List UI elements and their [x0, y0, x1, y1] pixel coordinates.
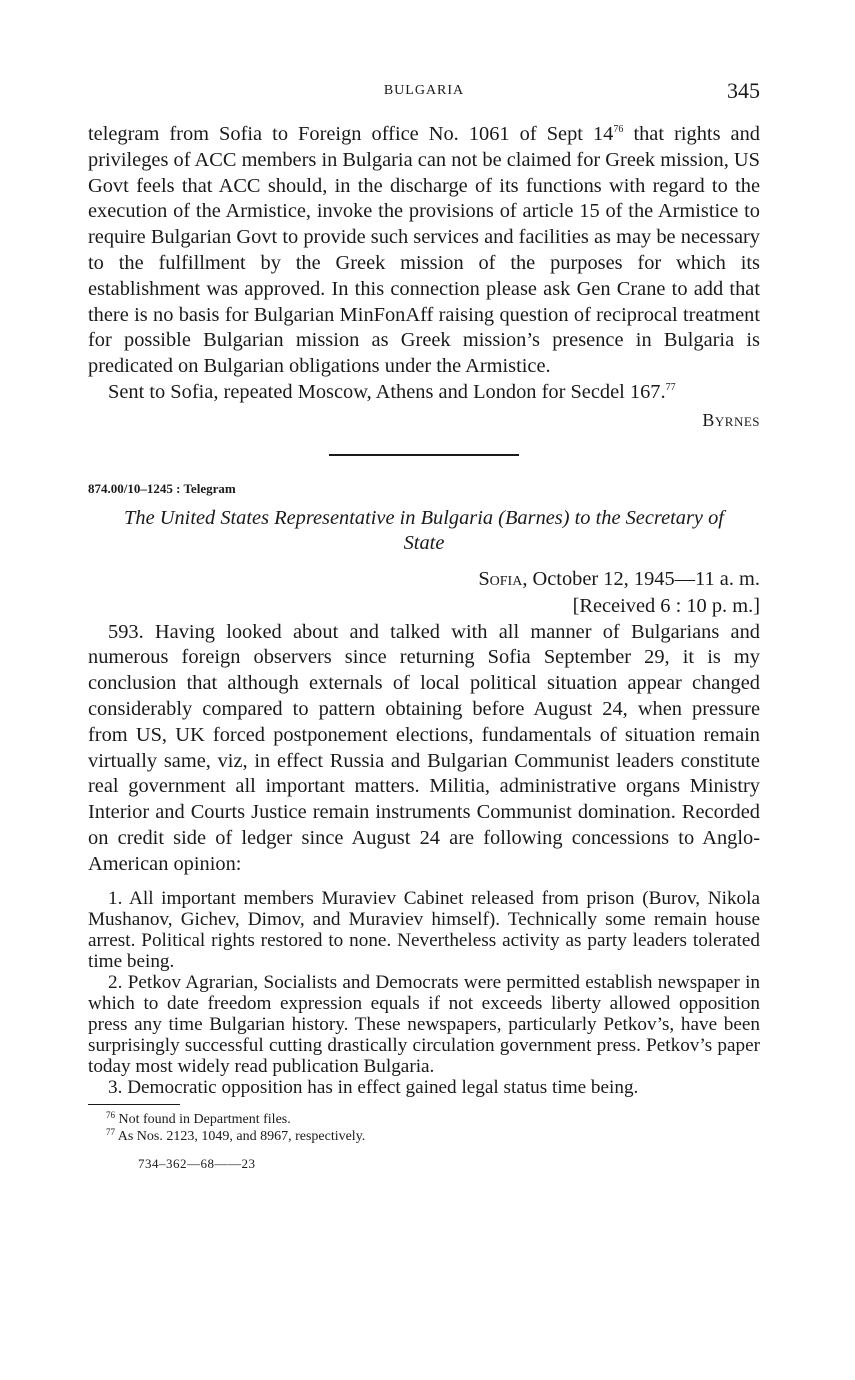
section-divider — [329, 454, 519, 456]
signature: Byrnes — [702, 409, 760, 430]
dateline-place: Sofia — [478, 567, 523, 590]
footnotes — [88, 1111, 760, 1145]
received-line: [Received 6 : 10 p. m.] — [572, 594, 760, 617]
list-item: 3. Democratic opposition has in effect gained legal status time being. — [108, 1076, 639, 1098]
concessions-list — [88, 888, 760, 1098]
prior-telegram-text-1: telegram from Sofia to Foreign office No. 1061 of Sept 14 — [88, 123, 614, 145]
list-item: 2. Petkov Agrarian, Socialists and Democrats were permitted establish newspaper in which to date freedom expression equals if not exceeds liberty allowed opposition press any time Bulgarian history. These newspapers, particularly Petkov’s, have been surprisingly successful cutting drastically circulation government press. Petkov’s paper today most widely read publication Bulgaria. — [88, 971, 760, 1077]
document-title: The United States Representative in Bulgaria (Barnes) to the Secretary of State — [124, 506, 724, 554]
dateline-date: , October 12, 1945—11 a. m. — [522, 567, 760, 590]
footnote-text: As Nos. 2123, 1049, and 8967, respectively. — [117, 1128, 366, 1144]
page-header — [88, 78, 760, 104]
running-head: BULGARIA — [383, 83, 465, 98]
prior-telegram-paragraph — [88, 122, 760, 380]
prior-telegram-text-2: that rights and privileges of ACC members in Bulgaria can not be claimed for Greek mission, US Govt feels that ACC should, in the discharge of its functions with regard to the execution of the Armistice, invoke the provisions of article 15 of the Armistice to require Bulgarian Govt to provide such services and facilities as may be necessary to the fulfillment by the Greek mission of the purposes for which its establishment was approved. In this connection please ask Gen Crane to add that there is no basis for Bulgarian MinFonAff raising question of reciprocal treatment for possible Bulgarian mission as Greek mission’s presence in Bulgaria is predicated on Bulgarian obligations under the Armistice. — [88, 123, 760, 378]
footnote-ref-77[interactable]: 77 — [665, 381, 676, 393]
footnote-mark: 76 — [106, 1109, 115, 1120]
footnote-ref-76[interactable]: 76 — [613, 124, 624, 135]
footnote-77 — [106, 1128, 760, 1145]
footnote-mark: 77 — [106, 1126, 115, 1137]
sent-to-line — [88, 380, 760, 406]
dateline — [88, 566, 760, 593]
sent-to-text: Sent to Sofia, repeated Moscow, Athens and London for Secdel 167. — [108, 380, 666, 403]
footnote-text: Not found in Department files. — [118, 1111, 291, 1127]
file-reference: 874.00/10–1245 : Telegram — [88, 480, 236, 496]
page-number: 345 — [727, 78, 760, 103]
list-item: 1. All important members Muraviev Cabinet released from prison (Burov, Nikola Mushanov, Gichev, Dimov, and Muraviev himself). Technically some remain house arrest. Political rights restored to none. Nevertheless activity as party leaders tolerated time being. — [88, 887, 760, 972]
body-text — [88, 122, 760, 1176]
footnote-divider — [88, 1104, 180, 1105]
main-paragraph: 593. Having looked about and talked with all manner of Bulgarians and numerous foreign observers since returning Sofia September 29, it is my conclusion that although externals of local political situation appear changed considerably compared to pattern obtaining before August 24, when pressure from US, UK forced postponement elections, fundamentals of situation remain virtually same, viz, in effect Russia and Bulgarian Communist leaders constitute real government all important matters. Militia, administrative organs Ministry Interior and Courts Justice remain instruments Communist domination. Recorded on credit side of ledger since August 24 are following concessions to Anglo-American opinion: — [88, 620, 760, 875]
footnote-76 — [106, 1111, 760, 1128]
printer-line: 734–362—68——23 — [138, 1155, 256, 1171]
